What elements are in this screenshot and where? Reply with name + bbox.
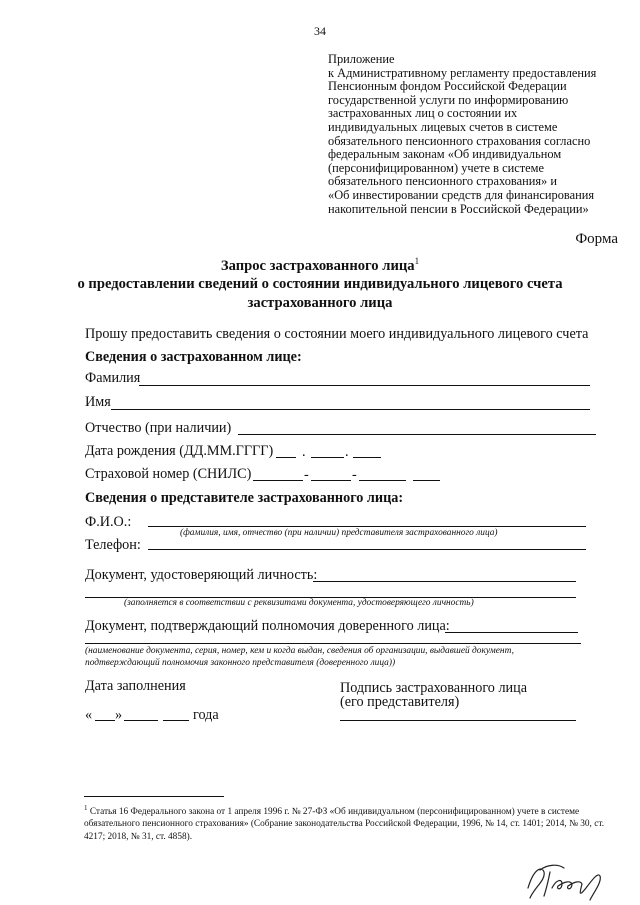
id-document-note: (заполняется в соответствии с реквизитами документа, удостоверяющего личность) xyxy=(124,598,474,608)
fill-date-quote-close: » xyxy=(115,707,123,723)
phone-label: Телефон: xyxy=(85,537,141,553)
title-line-2: о предоставлении сведений о состоянии индивидуального лицевого счета xyxy=(77,276,563,292)
authority-note-1: (наименование документа, серия, номер, кем и когда выдан, сведения об организации, выдавшей документ, xyxy=(85,646,514,656)
snils-part-1[interactable] xyxy=(253,480,303,481)
fill-date-quote-open: « xyxy=(85,707,93,723)
fill-month-field[interactable] xyxy=(124,720,158,721)
title-line-1: Запрос застрахованного лица xyxy=(220,257,415,274)
patronymic-field[interactable] xyxy=(238,434,596,435)
authority-document-field-2[interactable] xyxy=(85,643,581,644)
footnote xyxy=(84,802,614,843)
representative-heading: Сведения о представителе застрахованного лица: xyxy=(85,490,404,506)
appendix-line: к Административному регламенту предоставления xyxy=(328,65,597,80)
title-footnote-mark: 1 xyxy=(414,256,420,266)
appendix-line: накопительной пенсии в Российской Федерации» xyxy=(328,201,589,216)
snils-checksum[interactable] xyxy=(413,480,440,481)
authority-document-field[interactable] xyxy=(445,632,578,633)
signature-sublabel: (его представителя) xyxy=(340,694,460,710)
fio-field[interactable] xyxy=(148,526,586,527)
authority-document-label: Документ, подтверждающий полномочия доверенного лица: xyxy=(85,618,450,634)
footnote-text: Статья 16 Федерального закона от 1 апреля 1996 г. № 27-ФЗ «Об индивидуальном (персонифицированном) учете в системе обязательного пенсионного страхования» (Собрание законодательства Российской Федерации, 1996, № 14, ст. 1401; 2014, № 30, ст. 4217; 2018, № 31, ст. 4858). xyxy=(84,807,605,842)
appendix-line: обязательного пенсионного страхования согласно xyxy=(328,133,591,148)
birth-month-field[interactable] xyxy=(311,457,344,458)
signature-label: Подпись застрахованного лица xyxy=(340,680,528,696)
birth-year-field[interactable] xyxy=(353,457,381,458)
appendix-line: индивидуальных лицевых счетов в системе xyxy=(328,119,558,134)
name-field[interactable] xyxy=(111,409,590,410)
surname-field[interactable] xyxy=(139,385,590,386)
id-document-field[interactable] xyxy=(313,581,576,582)
patronymic-label: Отчество (при наличии) xyxy=(85,420,232,436)
snils-part-2[interactable] xyxy=(311,480,351,481)
signature-field[interactable] xyxy=(340,720,576,721)
footnote-mark: 1 xyxy=(84,804,88,812)
id-document-label: Документ, удостоверяющий личность: xyxy=(85,567,318,583)
surname-label: Фамилия xyxy=(85,370,141,386)
form-label: Форма xyxy=(575,231,618,247)
fio-note: (фамилия, имя, отчество (при наличии) представителя застрахованного лица) xyxy=(180,528,498,538)
fill-year-field[interactable] xyxy=(163,720,189,721)
appendix-line: федеральным законам «Об индивидуальном xyxy=(328,147,562,162)
document-title xyxy=(0,256,640,275)
title-line-3: застрахованного лица xyxy=(247,295,393,311)
birth-day-field[interactable] xyxy=(276,457,296,458)
phone-field[interactable] xyxy=(148,549,586,550)
appendix-line: обязательного пенсионного страхования» и xyxy=(328,174,557,189)
fio-label: Ф.И.О.: xyxy=(85,514,132,530)
handwritten-signature xyxy=(520,858,620,902)
name-label: Имя xyxy=(85,394,111,410)
authority-note-2: подтверждающий полномочия законного представителя (доверенного лица)) xyxy=(85,658,396,668)
fill-day-field[interactable] xyxy=(95,720,115,721)
footnote-divider xyxy=(84,796,224,797)
appendix-line: Пенсионным фондом Российской Федерации xyxy=(328,79,567,94)
page-number: 34 xyxy=(314,24,326,38)
snils-part-3[interactable] xyxy=(359,480,406,481)
fill-date-label: Дата заполнения xyxy=(85,678,186,694)
appendix-line: государственной услуги по информированию xyxy=(328,92,569,107)
birth-date-label: Дата рождения (ДД.ММ.ГГГГ) xyxy=(85,443,274,459)
appendix-line: «Об инвестировании средств для финансирования xyxy=(328,187,595,202)
fill-date-year-word: года xyxy=(193,707,219,723)
appendix-line: Приложение xyxy=(328,52,395,66)
appendix-line: (персонифицированном) учете в системе xyxy=(328,160,544,175)
appendix-block xyxy=(328,53,618,216)
insured-heading: Сведения о застрахованном лице: xyxy=(85,349,302,365)
snils-label: Страховой номер (СНИЛС) xyxy=(85,466,252,482)
appendix-line: застрахованных лиц о состоянии их xyxy=(328,106,518,121)
request-text: Прошу предоставить сведения о состоянии моего индивидуального лицевого счета xyxy=(85,326,589,342)
